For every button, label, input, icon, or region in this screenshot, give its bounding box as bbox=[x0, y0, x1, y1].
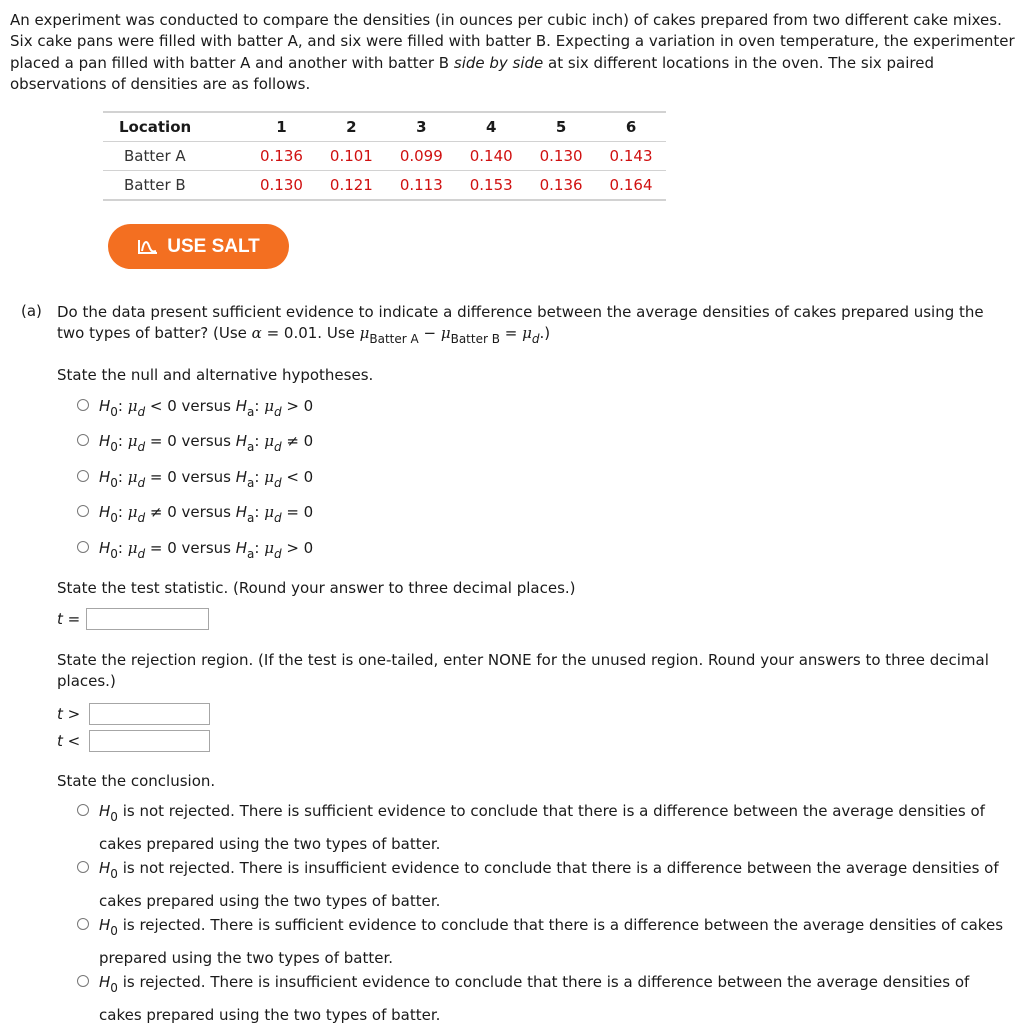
table-cell: 0.121 bbox=[329, 176, 373, 194]
conclusion-option-text: $H_0$ is not rejected. There is sufficient evidence to conclude that there is a difference between the average densities of cakes prepared using the two types of batter. bbox=[99, 802, 985, 853]
table-header-cell: 6 bbox=[625, 118, 637, 136]
hypothesis-option-text: $H_0$: $\mu_d = 0$ versus $H_a$: $\mu_d < 0$ bbox=[99, 468, 314, 490]
use-salt-label: USE SALT bbox=[167, 235, 260, 257]
radio-button[interactable] bbox=[77, 861, 89, 873]
part-a-label: (a) bbox=[21, 302, 42, 320]
table-cell: 0.136 bbox=[539, 176, 583, 194]
conclusion-option-3[interactable] bbox=[77, 912, 1004, 972]
table-header-cell: 4 bbox=[485, 118, 497, 136]
test-statistic-label: t = bbox=[57, 610, 81, 628]
part-a-question: Do the data present sufficient evidence to indicate a difference between the average densities of cakes prepared using the two types of batter? (Use α = 0.01. Use $\mu_{Batter A} - \mu_{Batter B} = \mu_d$.) bbox=[57, 303, 984, 347]
conclusion-option-2[interactable] bbox=[77, 855, 1004, 915]
row-label-batter-a: Batter A bbox=[124, 147, 186, 165]
conclusion-option-1[interactable] bbox=[77, 798, 1004, 858]
table-header-cell: 5 bbox=[555, 118, 567, 136]
table-cell: 0.130 bbox=[260, 176, 303, 194]
conclusion-option-4[interactable] bbox=[77, 969, 1004, 1029]
hypothesis-option-5[interactable] bbox=[77, 538, 313, 565]
table-cell: 0.136 bbox=[260, 147, 303, 165]
rejection-upper-input[interactable] bbox=[89, 703, 210, 725]
hypothesis-option-2[interactable] bbox=[77, 431, 313, 458]
table-row bbox=[103, 142, 666, 171]
radio-button[interactable] bbox=[77, 505, 89, 517]
rejection-upper-row bbox=[57, 703, 210, 725]
table-cell: 0.143 bbox=[609, 147, 653, 165]
table-header-cell: 1 bbox=[276, 118, 287, 136]
hypothesis-option-1[interactable] bbox=[77, 396, 313, 423]
hypothesis-option-text: $H_0$: $\mu_d < 0$ versus $H_a$: $\mu_d > 0$ bbox=[99, 397, 314, 419]
rejection-lower-input[interactable] bbox=[89, 730, 210, 752]
density-table bbox=[103, 111, 666, 201]
table-cell: 0.140 bbox=[469, 147, 513, 165]
conclusion-prompt: State the conclusion. bbox=[57, 772, 216, 790]
table-header-cell: 3 bbox=[416, 118, 427, 136]
table-cell: 0.099 bbox=[399, 147, 443, 165]
row-label-batter-b: Batter B bbox=[124, 176, 186, 194]
radio-button[interactable] bbox=[77, 399, 89, 411]
table-cell: 0.153 bbox=[469, 176, 513, 194]
table-cell: 0.164 bbox=[609, 176, 653, 194]
salt-chart-icon bbox=[137, 238, 159, 256]
table-cell: 0.101 bbox=[329, 147, 373, 165]
rejection-region-prompt: State the rejection region. (If the test is one-tailed, enter NONE for the unused region. Round your answers to three decimal places.) bbox=[57, 651, 989, 691]
hypothesis-option-text: $H_0$: $\mu_d = 0$ versus $H_a$: $\mu_d \ne 0$ bbox=[99, 432, 314, 454]
table-cell: 0.130 bbox=[539, 147, 583, 165]
table-header-location: Location bbox=[119, 118, 192, 136]
test-statistic-input[interactable] bbox=[86, 608, 209, 630]
radio-button[interactable] bbox=[77, 541, 89, 553]
hypotheses-prompt: State the null and alternative hypotheses. bbox=[57, 366, 374, 384]
radio-button[interactable] bbox=[77, 434, 89, 446]
use-salt-button[interactable] bbox=[108, 224, 289, 269]
conclusion-option-text: $H_0$ is rejected. There is sufficient evidence to conclude that there is a difference between the average densities of cakes prepared using the two types of batter. bbox=[99, 916, 1004, 967]
radio-button[interactable] bbox=[77, 918, 89, 930]
hypothesis-option-4[interactable] bbox=[77, 502, 313, 529]
intro-emphasis: side by side bbox=[453, 53, 544, 72]
rejection-lower-label: t < bbox=[57, 732, 81, 750]
intro-text-end: at six different locations in the oven. The six paired observations of densities are as follows. bbox=[10, 53, 935, 93]
test-statistic-row bbox=[57, 608, 209, 630]
radio-button[interactable] bbox=[77, 804, 89, 816]
conclusion-option-text: $H_0$ is not rejected. There is insufficient evidence to conclude that there is a difference between the average densities of cakes prepared using the two types of batter. bbox=[99, 859, 999, 910]
hypothesis-option-text: $H_0$: $\mu_d = 0$ versus $H_a$: $\mu_d > 0$ bbox=[99, 539, 314, 561]
table-row bbox=[103, 171, 666, 201]
hypothesis-option-text: $H_0$: $\mu_d \ne 0$ versus $H_a$: $\mu_d = 0$ bbox=[99, 503, 314, 525]
table-cell: 0.113 bbox=[399, 176, 443, 194]
rejection-upper-label: t > bbox=[57, 705, 81, 723]
radio-button[interactable] bbox=[77, 470, 89, 482]
rejection-lower-row bbox=[57, 730, 210, 752]
intro-text: An experiment was conducted to compare the densities (in ounces per cubic inch) of cakes prepared from two different cake mixes. Six cake pans were filled with batter A, and six were filled with batter B. Expecting a variation in oven temperature, the experimenter placed a pan filled with batter A and another with batter B bbox=[10, 11, 1015, 72]
problem-intro bbox=[10, 10, 1015, 95]
conclusion-option-text: $H_0$ is rejected. There is insufficient evidence to conclude that there is a difference between the average densities of cakes prepared using the two types of batter. bbox=[99, 973, 970, 1024]
radio-button[interactable] bbox=[77, 975, 89, 987]
hypothesis-option-3[interactable] bbox=[77, 467, 313, 494]
table-header-cell: 2 bbox=[346, 118, 357, 136]
table-header-row bbox=[103, 112, 666, 142]
test-statistic-prompt: State the test statistic. (Round your answer to three decimal places.) bbox=[57, 579, 576, 597]
